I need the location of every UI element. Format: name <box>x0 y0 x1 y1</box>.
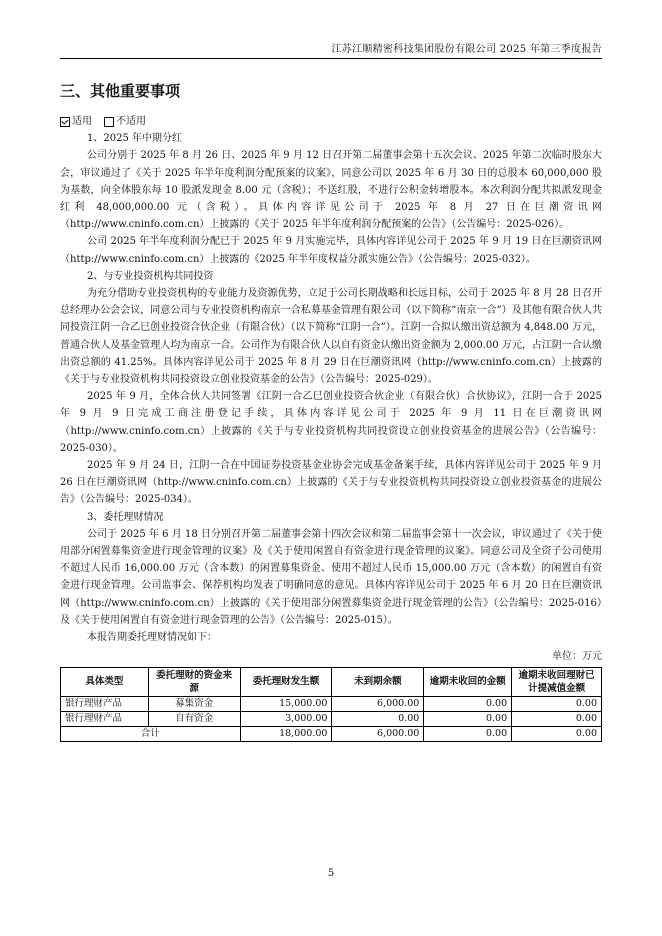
report-header: 江苏江顺精密科技集团股份有限公司 2025 年第三季度报告 <box>331 44 602 55</box>
item-heading-dividend: 1、2025 年中期分红 <box>87 133 182 145</box>
applicability-options <box>60 113 602 130</box>
table-cell: 0.00 <box>424 726 512 741</box>
table-header-row <box>61 667 602 696</box>
table-cell: 0.00 <box>512 711 602 726</box>
table-cell: 银行理财产品 <box>61 696 149 711</box>
not-applicable-label: 不适用 <box>116 116 146 127</box>
table-cell: 0.00 <box>512 726 602 741</box>
not-applicable-option[interactable] <box>104 113 146 130</box>
column-header: 委托理财的资金来源 <box>148 667 240 696</box>
table-unit: 单位：万元 <box>552 651 602 663</box>
paragraph: 公司于 2025 年 6 月 18 日分别召开第二届董事会第十四次会议和第二届监事会第十一次会议，审议通过了《关于使用部分闲置募集资金进行现金管理的议案》及《关于使用闲置自有资金进行现金管理的议案》。同意公司及全资子公司使用不超过人民币 16,000.00 万元（含本数）的闲置募集资金、使用不超过人民币 15,000.00 万元（含本数）的闲置自有资金进行现金管理。公司监事会、保荐机构均发表了明确同意的意见。具体内容详见公司于 2025 年 6 月 20 日在巨潮资讯网（http://www.cninfo.com.cn）上披露的《关于使用部分闲置募集资金进行现金管理的公告》（公告编号：2025-016）及《关于使用闲置自有资金进行现金管理的公告》（公告编号：2025-015）。 <box>60 528 602 626</box>
table-cell: 募集资金 <box>148 696 240 711</box>
header-rule <box>60 58 602 59</box>
table-cell: 0.00 <box>332 711 424 726</box>
table-row <box>61 711 602 726</box>
table-row <box>61 696 602 711</box>
total-label: 合计 <box>61 726 241 741</box>
paragraph: 本报告期委托理财情况如下： <box>87 632 217 644</box>
column-header: 逾期未收回的金额 <box>424 667 512 696</box>
unchecked-box-icon[interactable] <box>104 117 114 127</box>
paragraph: 公司分别于 2025 年 8 月 26 日、2025 年 9 月 12 日召开第二届董事会第十五次会议、2025 年第二次临时股东大会，审议通过了《关于 2025 年半年度利润分配预案的议案》，同意公司以 2025 年 6 月 30 日的总股本 60,000,000 股为基数，向全体股东每 10 股派发现金 8.00 元（含税）；不送红股，不进行公积金转增股本。本次利润分配共拟派发现金红利 48,000,000.00 元（含税）。具体内容详见公司于 2025 年 8 月 27 日在巨潮资讯网（http://www.cninfo.com.cn）上披露的《关于 2025 年半年度利润分配预案的公告》（公告编号：2025-026）。 <box>60 150 602 231</box>
table-cell: 银行理财产品 <box>61 711 149 726</box>
column-header: 未到期余额 <box>332 667 424 696</box>
column-header: 逾期未收回理财已计提减值金额 <box>512 667 602 696</box>
checked-box-icon[interactable] <box>60 117 70 127</box>
paragraph: 2025 年 9 月，全体合伙人共同签署《江阴一合乙巳创业投资合伙企业（有限合伙）合伙协议》，江阴一合于 2025 年 9 月 9 日完成工商注册登记手续，具体内容详见公司于 2025 年 9 月 11 日在巨潮资讯网（http://www.cninfo.com.cn）上披露的《关于与专业投资机构共同投资设立创业投资基金的进展公告》（公告编号：2025-030）。 <box>60 391 602 454</box>
paragraph: 公司 2025 年半年度利润分配已于 2025 年 9 月实施完毕，具体内容详见公司于 2025 年 9 月 19 日在巨潮资讯网（http://www.cninfo.com.cn）上披露的《2025 年半年度权益分派实施公告》（公告编号：2025-032）。 <box>60 236 602 265</box>
table-cell: 0.00 <box>424 696 512 711</box>
section-title: 三、其他重要事项 <box>60 82 181 100</box>
column-header: 具体类型 <box>61 667 149 696</box>
table-cell: 3,000.00 <box>240 711 332 726</box>
document-body <box>60 113 602 742</box>
item-heading-wealth-management: 3、委托理财情况 <box>87 511 164 523</box>
table-cell: 自有资金 <box>148 711 240 726</box>
table-total-row <box>61 726 602 741</box>
table-cell: 18,000.00 <box>240 726 332 741</box>
column-header: 委托理财发生额 <box>240 667 332 696</box>
item-heading-investment: 2、与专业投资机构共同投资 <box>87 270 214 282</box>
paragraph: 2025 年 9 月 24 日，江阴一合在中国证券投资基金业协会完成基金备案手续，具体内容详见公司于 2025 年 9 月 26 日在巨潮资讯网（http://www.cninfo.com.cn）上披露的《关于与专业投资机构共同投资设立创业投资基金的进展公告》（公告编号：2025-034）。 <box>60 460 602 506</box>
applicable-label: 适用 <box>72 116 92 127</box>
wealth-management-table <box>60 667 602 742</box>
page-number: 5 <box>327 868 335 879</box>
table-cell: 15,000.00 <box>240 696 332 711</box>
paragraph: 为充分借助专业投资机构的专业能力及资源优势，立足于公司长期战略和长远目标，公司于 2025 年 8 月 28 日召开总经理办公会会议，同意公司与专业投资机构南京一合私募基金管理有限公司（以下简称“南京一合”）及其他有限合伙人共同投资江阴一合乙巳创业投资合伙企业（有限合伙）（以下简称“江阴一合”）。江阴一合拟认缴出资总额为 4,848.00 万元，普通合伙人及基金管理人均为南京一合。公司作为有限合伙人以自有资金认缴出资金额为 2,000.00 万元，占江阴一合认缴出资总额的 41.25%。具体内容详见公司于 2025 年 8 月 29 日在巨潮资讯网（http://www.cninfo.com.cn）上披露的《关于与专业投资机构共同投资设立创业投资基金的公告》（公告编号：2025-029）。 <box>60 288 602 386</box>
table-cell: 6,000.00 <box>332 696 424 711</box>
applicable-option[interactable] <box>60 113 92 130</box>
table-cell: 0.00 <box>424 711 512 726</box>
table-cell: 6,000.00 <box>332 726 424 741</box>
table-cell: 0.00 <box>512 696 602 711</box>
